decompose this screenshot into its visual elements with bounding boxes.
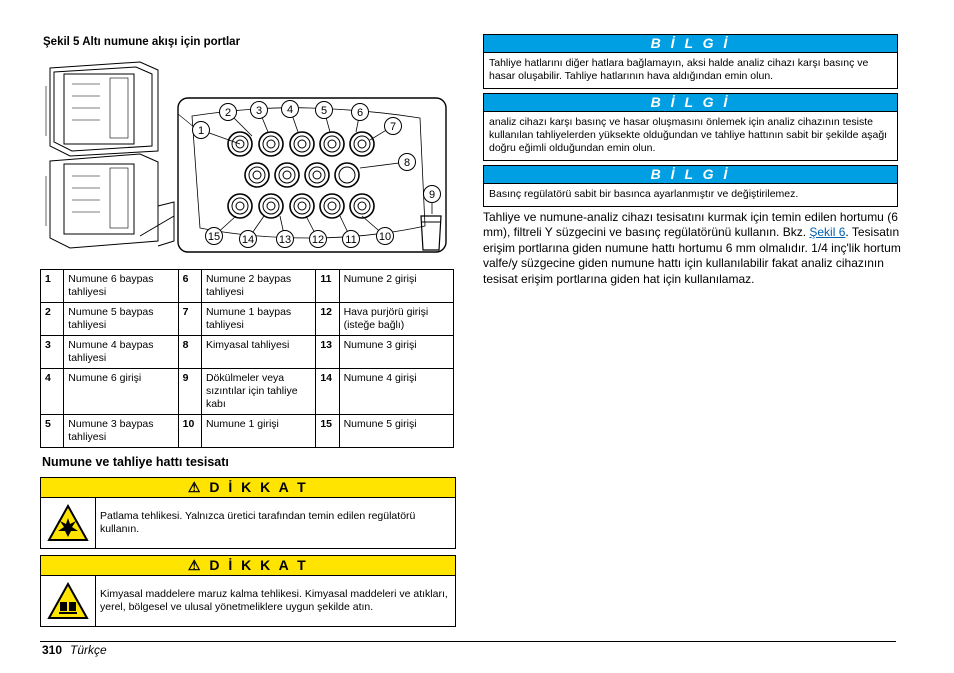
port-circle <box>298 140 306 148</box>
caution-header <box>41 556 455 576</box>
legend-number: 15 <box>316 415 339 448</box>
legend-number: 3 <box>41 336 64 369</box>
callout-number: 12 <box>311 234 325 246</box>
port-circle <box>294 136 310 152</box>
legend-number: 5 <box>41 415 64 448</box>
body-paragraph <box>483 210 901 287</box>
legend-number: 7 <box>178 303 201 336</box>
port-diagram-figure <box>40 56 454 264</box>
legend-description: Numune 3 baypas tahliyesi <box>64 415 178 448</box>
callout-number: 8 <box>403 157 411 169</box>
notice-text: Tahliye hatlarını diğer hatlara bağlamayın, aksi halde analiz cihazı karşı basınç ve hasar oluşabilir. Tahliye hatlarının hava aldığından emin olun. <box>489 57 869 82</box>
notice-title: B İ L G İ <box>484 166 897 184</box>
legend-number: 6 <box>178 270 201 303</box>
callout-number: 15 <box>207 231 221 243</box>
notice-text: analiz cihazı karşı basınç ve hasar oluşmasını önlemek için analiz cihazının tesiste kullanılan tahliyelerden yüksekte olduğundan ve tahliye hattının sabit bir şekilde aşağı doğru eğimli olduğundan emin olun. <box>489 116 888 154</box>
footer-divider <box>40 641 896 642</box>
port-circle <box>328 202 336 210</box>
figure-6-link[interactable]: Şekil 6 <box>809 225 846 240</box>
port-circle <box>294 198 310 214</box>
legend-description: Numune 4 girişi <box>339 369 453 415</box>
callout-number: 11 <box>345 234 357 246</box>
caution-title: D İ K K A T <box>209 479 309 495</box>
caution-box-chemical <box>40 555 456 627</box>
legend-number: 12 <box>316 303 339 336</box>
port-circle <box>309 167 325 183</box>
legend-number: 10 <box>178 415 201 448</box>
warning-triangle-icon: ⚠ <box>187 479 210 495</box>
legend-number: 8 <box>178 336 201 369</box>
port-circle <box>354 136 370 152</box>
port-circle <box>232 198 248 214</box>
legend-description: Hava purjörü girişi (isteğe bağlı) <box>339 303 453 336</box>
body-text: . Tesisatın erişim portlarına giden numune hattı hortumu 6 mm olmalıdır. 1/4 inç'lik hortum valfe/y süzgecine giden numune hattı için kullanılabilir fakat analiz cihazının tesisat erişim portlarına giden hat için kullanılamaz. <box>483 225 901 286</box>
notice-box-3 <box>483 165 898 207</box>
callout-number: 6 <box>356 107 364 119</box>
port-circle <box>339 167 355 183</box>
legend-description: Numune 5 girişi <box>339 415 453 448</box>
callout-number: 9 <box>428 189 436 201</box>
legend-row <box>41 415 454 448</box>
port-circle <box>263 136 279 152</box>
notice-box-2 <box>483 93 898 161</box>
analyzer-enclosure-illustration <box>46 62 174 248</box>
caution-text: Kimyasal maddelere maruz kalma tehlikesi. Kimyasal maddeleri ve atıkları, yerel, bölgesel ve ulusal yönetmeliklere uygun şekilde atın. <box>100 588 448 613</box>
callout-number: 3 <box>255 105 263 117</box>
port-circle <box>236 202 244 210</box>
legend-row <box>41 336 454 369</box>
section-heading: Numune ve tahliye hattı tesisatı <box>42 455 229 469</box>
legend-number: 1 <box>41 270 64 303</box>
callout-number: 5 <box>320 105 328 117</box>
callout-labels <box>193 101 441 248</box>
port-circle <box>328 140 336 148</box>
chemical-hazard-icon <box>41 576 96 626</box>
legend-description: Numune 4 baypas tahliyesi <box>64 336 178 369</box>
legend-number: 4 <box>41 369 64 415</box>
page-language: Türkçe <box>70 643 107 657</box>
port-circle <box>267 202 275 210</box>
port-circle <box>324 198 340 214</box>
legend-description: Numune 6 girişi <box>64 369 178 415</box>
callout-number: 14 <box>241 234 255 246</box>
legend-number: 9 <box>178 369 201 415</box>
port-circle <box>358 202 366 210</box>
caution-title: D İ K K A T <box>209 557 309 573</box>
caution-box-explosion <box>40 477 456 549</box>
legend-description: Dökülmeler veya sızıntılar için tahliye kabı <box>201 369 315 415</box>
port-circle <box>354 198 370 214</box>
legend-row <box>41 270 454 303</box>
notice-text: Basınç regülatörü sabit bir basınca ayarlanmıştır ve değiştirilemez. <box>489 188 799 200</box>
port-circle <box>253 171 261 179</box>
port-circle <box>267 140 275 148</box>
legend-number: 11 <box>316 270 339 303</box>
callout-number: 13 <box>278 234 292 246</box>
port-circle <box>283 171 291 179</box>
port-circle <box>324 136 340 152</box>
notice-title: B İ L G İ <box>484 94 897 112</box>
body-text: Tahliye ve numune-analiz cihazı tesisatını kurmak için temin edilen hortumu (6 mm), filtreli Y süzgecini ve basınç regülatörünü kullanın. Bkz. <box>483 210 898 240</box>
notice-title: B İ L G İ <box>484 35 897 53</box>
callout-number: 1 <box>197 125 205 137</box>
legend-description: Numune 2 baypas tahliyesi <box>201 270 315 303</box>
legend-row <box>41 369 454 415</box>
legend-description: Numune 1 baypas tahliyesi <box>201 303 315 336</box>
drain-cup <box>421 216 441 250</box>
port-circle <box>313 171 321 179</box>
legend-description: Numune 5 baypas tahliyesi <box>64 303 178 336</box>
legend-number: 2 <box>41 303 64 336</box>
port-circle <box>263 198 279 214</box>
port-circles <box>228 132 374 218</box>
legend-number: 13 <box>316 336 339 369</box>
legend-description: Numune 3 girişi <box>339 336 453 369</box>
caution-header <box>41 478 455 498</box>
explosion-hazard-icon <box>41 498 96 548</box>
callout-number: 10 <box>378 231 392 243</box>
caution-text: Patlama tehlikesi. Yalnızca üretici tarafından temin edilen regülatörü kullanın. <box>100 510 416 535</box>
port-circle <box>298 202 306 210</box>
legend-description: Numune 1 girişi <box>201 415 315 448</box>
legend-number: 14 <box>316 369 339 415</box>
warning-triangle-icon: ⚠ <box>187 557 210 573</box>
legend-description: Kimyasal tahliyesi <box>201 336 315 369</box>
page-number: 310 <box>42 643 63 657</box>
port-circle <box>358 140 366 148</box>
legend-description: Numune 6 baypas tahliyesi <box>64 270 178 303</box>
callout-number: 4 <box>286 104 294 116</box>
port-circle <box>279 167 295 183</box>
legend-table <box>40 269 454 448</box>
legend-row <box>41 303 454 336</box>
figure-caption: Şekil 5 Altı numune akışı için portlar <box>43 36 241 48</box>
callout-number: 7 <box>389 121 397 133</box>
port-circle <box>249 167 265 183</box>
legend-description: Numune 2 girişi <box>339 270 453 303</box>
notice-box-1 <box>483 34 898 89</box>
callout-number: 2 <box>224 107 232 119</box>
